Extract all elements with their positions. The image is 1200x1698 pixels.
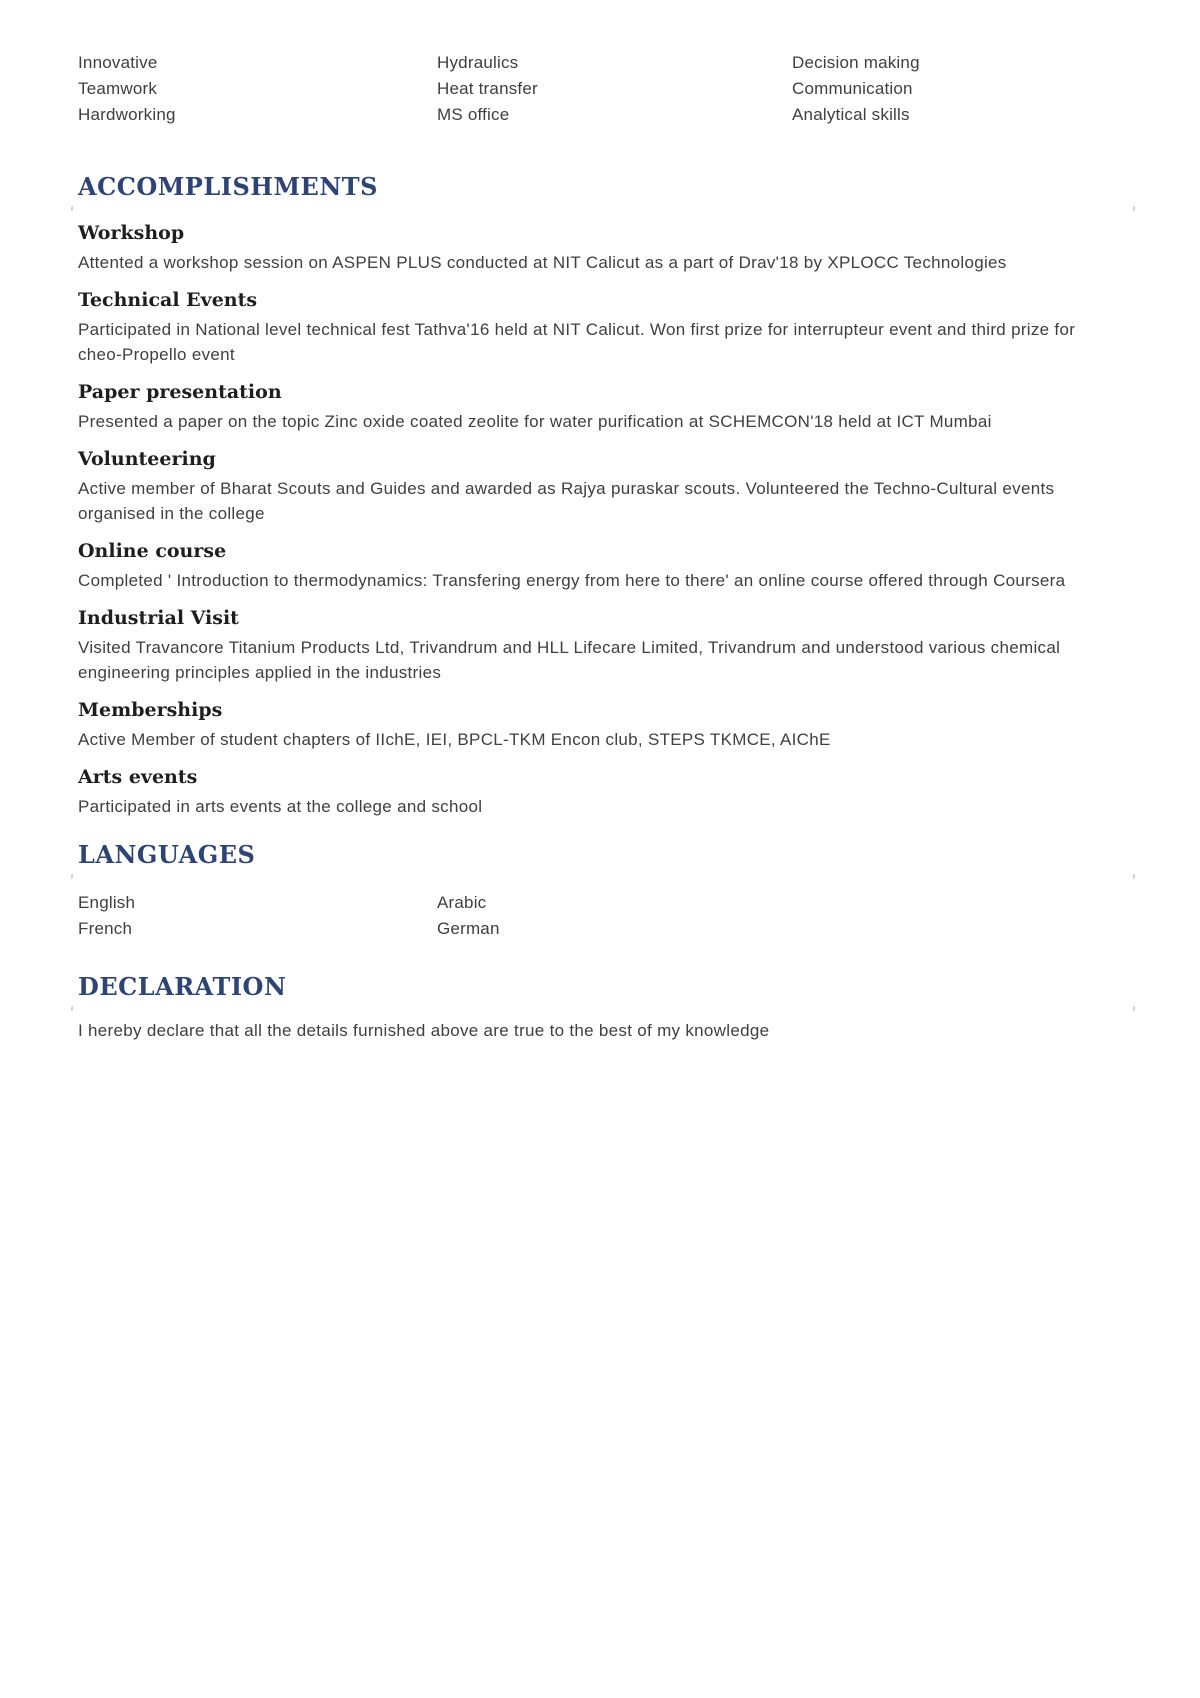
entry-arts-events — [78, 765, 1135, 819]
skill-item: Innovative — [78, 53, 158, 72]
entry-volunteering — [78, 447, 1135, 526]
skills-column-soft — [792, 50, 1135, 128]
entry-text: Attented a workshop session on ASPEN PLUS conducted at NIT Calicut as a part of Drav'18 by XPLOCC Technologies — [78, 253, 1007, 272]
entry-heading: Volunteering — [78, 448, 216, 470]
entry-heading: Online course — [78, 540, 227, 562]
entry-text: Participated in arts events at the college and school — [78, 797, 483, 816]
entry-text: Completed ' Introduction to thermodynamics: Transfering energy from here to there' an online course offered through Coursera — [78, 571, 1066, 590]
entry-heading: Memberships — [78, 699, 223, 721]
faint-tick-right — [1133, 874, 1136, 879]
skill-item: Decision making — [792, 53, 920, 72]
skill-item: Hydraulics — [437, 53, 519, 72]
section-title-languages: LANGUAGES — [78, 840, 256, 869]
skills-grid — [78, 50, 1135, 128]
entry-technical-events — [78, 288, 1135, 367]
language-item: English — [78, 893, 136, 912]
faint-tick-right — [1133, 1006, 1136, 1011]
language-item: French — [78, 919, 133, 938]
languages-column-2 — [437, 890, 1135, 942]
faint-tick-right — [1133, 206, 1136, 211]
language-item: Arabic — [437, 893, 487, 912]
accomplishment-entries — [78, 221, 1135, 819]
entry-text: Presented a paper on the topic Zinc oxide coated zeolite for water purification at SCHEMCON'18 held at ICT Mumbai — [78, 412, 992, 431]
entry-text: Active member of Bharat Scouts and Guides and awarded as Rajya puraskar scouts. Volunteered the Techno-Cultural events organised in the college — [78, 479, 1055, 523]
skills-column-personal — [78, 50, 437, 128]
entry-text: Participated in National level technical fest Tathva'16 held at NIT Calicut. Won first prize for interrupteur event and third prize for cheo-Propello event — [78, 320, 1076, 364]
faint-tick-left — [71, 1006, 74, 1011]
languages-grid — [78, 890, 1135, 942]
entry-memberships — [78, 698, 1135, 752]
section-declaration — [78, 973, 1135, 1043]
entry-heading: Workshop — [78, 222, 185, 244]
faint-tick-left — [71, 206, 74, 211]
entry-workshop — [78, 221, 1135, 275]
section-accomplishments — [78, 173, 1135, 819]
entry-text: Visited Travancore Titanium Products Ltd, Trivandrum and HLL Lifecare Limited, Trivandrum and understood various chemical engineering principles applied in the industries — [78, 638, 1061, 682]
skill-item: Communication — [792, 79, 913, 98]
skill-item: MS office — [437, 105, 510, 124]
skill-item: Teamwork — [78, 79, 158, 98]
section-languages — [78, 841, 1135, 942]
entry-industrial-visit — [78, 606, 1135, 685]
declaration-text: I hereby declare that all the details furnished above are true to the best of my knowledge — [78, 1021, 770, 1040]
section-title-declaration: DECLARATION — [78, 972, 287, 1001]
entry-heading: Industrial Visit — [78, 607, 239, 629]
languages-column-1 — [78, 890, 437, 942]
skills-column-technical — [437, 50, 792, 128]
entry-heading: Paper presentation — [78, 381, 282, 403]
skill-item: Heat transfer — [437, 79, 538, 98]
entry-text: Active Member of student chapters of IIchE, IEI, BPCL-TKM Encon club, STEPS TKMCE, AIChE — [78, 730, 831, 749]
entry-online-course — [78, 539, 1135, 593]
faint-tick-left — [71, 874, 74, 879]
skill-item: Hardworking — [78, 105, 176, 124]
entry-heading: Technical Events — [78, 289, 258, 311]
entry-heading: Arts events — [78, 766, 198, 788]
language-item: German — [437, 919, 500, 938]
section-title-accomplishments: ACCOMPLISHMENTS — [78, 172, 378, 201]
entry-paper-presentation — [78, 380, 1135, 434]
skill-item: Analytical skills — [792, 105, 910, 124]
